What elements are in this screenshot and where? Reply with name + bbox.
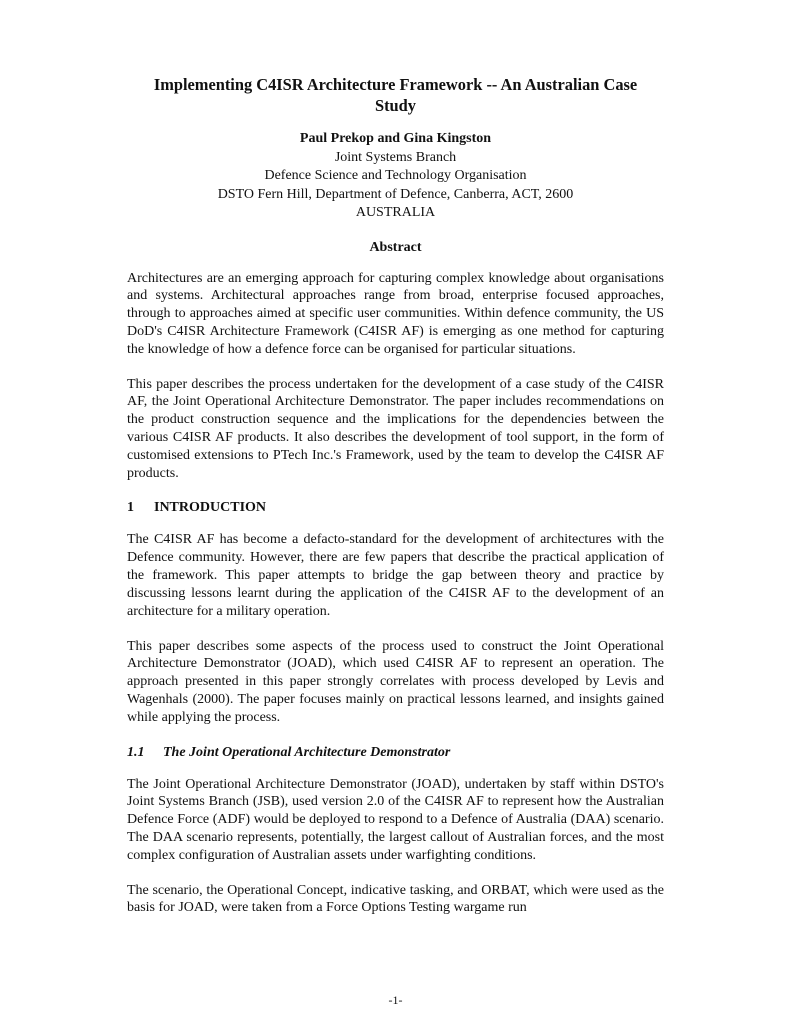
affiliation-country: AUSTRALIA (355, 205, 436, 220)
page-number: -1- (388, 993, 403, 1007)
introduction-paragraph-2: This paper describes some aspects of the process used to construct the Joint Operational Architecture Demonstrator (JOAD), which used C4ISR AF to represent an operation. The approach presented in this paper strongly correlates with process developed by Levis and Wagenhals (2000). The paper focuses mainly on practical lessons learned, and insights gained while applying the process. (127, 638, 664, 726)
section-number: 1 (127, 500, 134, 516)
paper-title: Implementing C4ISR Architecture Framework -- An Australian Case Study (153, 75, 638, 115)
joad-paragraph-1: The Joint Operational Architecture Demonstrator (JOAD), undertaken by staff within DSTO's Joint Systems Branch (JSB), used version 2.0 of the C4ISR AF to represent how the Australian Defence Force (ADF) would be deployed to respond to a Defence of Australia (DAA) scenario. The DAA scenario represents, potentially, the largest callout of Australian forces, and the most complex configuration of Australian assets under warfighting conditions. (127, 776, 664, 864)
affiliation-branch: Joint Systems Branch (334, 149, 457, 165)
joad-paragraph-2: The scenario, the Operational Concept, indicative tasking, and ORBAT, which were used as the basis for JOAD, were taken from a Force Options Testing wargame run (127, 882, 664, 916)
subsection-number: 1.1 (127, 744, 145, 760)
abstract-paragraph-2: This paper describes the process undertaken for the development of a case study of the C4ISR AF, the Joint Operational Architecture Demonstrator. The paper includes recommendations on the product construction sequence and the implications for the dependencies between the various C4ISR AF products. It also describes the development of tool support, in the form of customised extensions to PTech Inc.'s Framework, used by the team to develop the C4ISR AF products. (127, 376, 664, 482)
subsection-title: The Joint Operational Architecture Demonstrator (163, 744, 451, 760)
section-heading-introduction (127, 499, 664, 517)
introduction-paragraph-1: The C4ISR AF has become a defacto-standard for the development of architectures with the Defence community. However, there are few papers that describe the practical application of the framework. This paper attempts to bridge the gap between theory and practice by discussing lessons learnt during the application of the C4ISR AF to the development of an architecture for a military operation. (127, 532, 664, 620)
abstract-paragraph-1: Architectures are an emerging approach for capturing complex knowledge about organisations and systems. Architectural approaches range from broad, enterprise focused approaches, through to approaches aimed at specific user communities. Within defence community, the US DoD's C4ISR Architecture Framework (C4ISR AF) is emerging as one method for capturing the knowledge of how a defence force can be organised for particular situations. (127, 270, 664, 358)
affiliation-organisation: Defence Science and Technology Organisation (264, 168, 527, 183)
paper-page (127, 74, 664, 934)
section-title: INTRODUCTION (154, 500, 267, 516)
author-names: Paul Prekop and Gina Kingston (299, 131, 492, 146)
affiliation-address: DSTO Fern Hill, Department of Defence, Canberra, ACT, 2600 (217, 186, 574, 202)
subsection-heading-joad (127, 744, 664, 762)
abstract-heading: Abstract (369, 239, 422, 255)
author-block (127, 130, 664, 223)
